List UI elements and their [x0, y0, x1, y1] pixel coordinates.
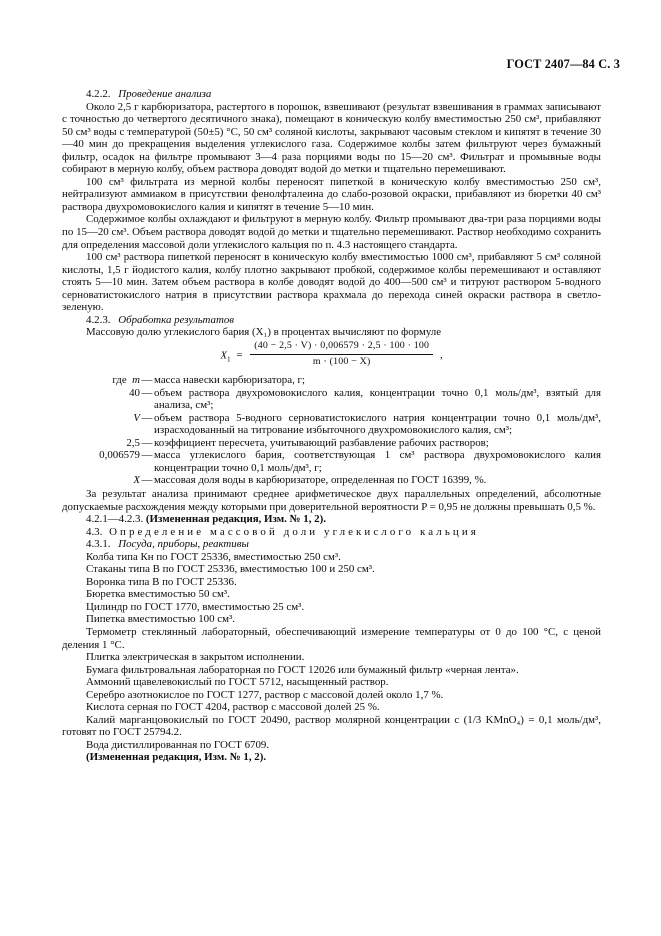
- equipment-item: Пипетка вместимостью 100 см³.: [86, 613, 235, 626]
- formula-intro: Массовую долю углекислого бария (X₁) в процентах вычисляют по формуле: [86, 326, 442, 339]
- definition-row: [62, 412, 601, 437]
- heading-4-2-2-title: Проведение анализа: [118, 88, 212, 100]
- heading-4-3-1: [62, 538, 601, 551]
- heading-4-3-title: Определение массовой доли углекислого кальция: [109, 525, 479, 538]
- heading-4-2-3-number: 4.2.3.: [86, 313, 111, 326]
- definition-dash: —: [141, 374, 153, 387]
- definition-row: [62, 374, 601, 387]
- equipment-item: Колба типа Кн по ГОСТ 25336, вместимостью 250 см³.: [86, 550, 341, 563]
- formula-lhs: X: [220, 349, 227, 362]
- result-paragraph: За результат анализа принимают среднее арифметическое двух параллельных определений, абсолютные допускаемые расхождения между которыми при доверительной вероятности P = 0,95 не должны превышать 0,5 %.: [62, 487, 601, 513]
- reagent-item: Аммоний щавелевокислый по ГОСТ 5712, насыщенный раствор.: [86, 676, 389, 689]
- heading-4-2-3: [62, 314, 601, 327]
- reagent-item: Плитка электрическая в закрытом исполнении.: [86, 651, 305, 664]
- definition-row: [62, 437, 601, 450]
- formula-expression: [220, 342, 442, 370]
- definition-term: 0,006579: [99, 449, 140, 462]
- formula-numerator: (40 − 2,5 · V) · 0,006579 · 2,5 · 100 · 100: [250, 340, 433, 355]
- formula-lhs-subscript: 1: [226, 355, 231, 364]
- formula-trailing-comma: ,: [439, 349, 443, 362]
- equipment-item: Бюретка вместимостью 50 см³.: [86, 588, 230, 601]
- definition-row: [62, 387, 601, 412]
- heading-4-2-2: [62, 88, 601, 101]
- definition-dash: —: [141, 449, 153, 462]
- paragraph-2: 100 см³ фильтрата из мерной колбы переносят пипеткой в коническую колбу вместимостью 250 см³, нейтрализуют аммиаком в присутствии фенолфталеина до слабо-розовой окраски, прибавляют из бюретки 40 см³ раствора двухромовокислого калия и кипятят в течение 5—10 мин.: [62, 175, 601, 213]
- heading-4-3-1-title: Посуда, приборы, реактивы: [118, 538, 249, 551]
- reagent-item: Серебро азотнокислое по ГОСТ 1277, раствор с массовой долей около 1,7 %.: [86, 688, 444, 701]
- definition-term: V: [133, 411, 140, 424]
- definition-dash: —: [141, 411, 153, 424]
- heading-4-2-3-title: Обработка результатов: [118, 313, 235, 326]
- revision-note-range: [62, 513, 601, 526]
- definition-description: масса углекислого бария, соответствующая 1 см³ раствора двухромовокислого калия концентрации точно 0,1 моль/дм³, г;: [154, 449, 601, 474]
- definition-description: объем раствора двухромовокислого калия, концентрации точно 0,1 моль/дм³, взятый для анализа, см³;: [154, 386, 601, 412]
- definition-dash: —: [141, 386, 153, 399]
- formula-fraction: [250, 340, 433, 368]
- definition-description: объем раствора 5-водного серноватистокислого натрия концентрации точно 0,1 моль/дм³, израсходованный на титрование избыточного двухромовокислого калия, см³;: [154, 411, 601, 437]
- definition-description: массовая доля воды в карбюризаторе, определенная по ГОСТ 16399, %.: [154, 474, 487, 487]
- definition-row: [62, 449, 601, 474]
- heading-4-3-1-number: 4.3.1.: [86, 538, 111, 551]
- reagent-item: Кислота серная по ГОСТ 4204, раствор с массовой долей 25 %.: [86, 701, 380, 714]
- definition-term: 40: [129, 386, 140, 399]
- definition-description: коэффициент пересчета, учитывающий разбавление рабочих растворов;: [154, 436, 489, 449]
- where-label: где m: [112, 374, 140, 387]
- heading-4-2-2-number: 4.2.2.: [86, 88, 111, 100]
- definition-term: 2,5: [126, 436, 140, 449]
- paragraph-1: Около 2,5 г карбюризатора, растертого в порошок, взвешивают (результат взвешивания в граммах записывают с точностью до четвертого десятичного знака), помещают в коническую колбу вместимостью 250 см³, прибавляют 50 см³ воды с температурой (50±5) °С, 50 см³ соляной кислоты, закрывают часовым стеклом и кипятят в течение 30—40 мин до прекращения выделения углекислого газа. Содержимое колбы затем фильтруют через бумажный фильтр, осадок на фильтре промывают 3—4 раза порциями воды по 15—20 см³. Фильтрат и промывные воды собирают в мерную колбу, объем раствора доводят водой до метки и тщательно перемешивают.: [62, 100, 601, 176]
- equipment-item: Цилиндр по ГОСТ 1770, вместимостью 25 см³.: [86, 600, 305, 613]
- definition-row: [62, 474, 601, 487]
- reagent-water: Вода дистиллированная по ГОСТ 6709.: [86, 738, 270, 751]
- formula-equals: =: [236, 349, 243, 362]
- revision-note-range-text: 4.2.1—4.2.3. (Измененная редакция, Изм. № 1, 2).: [86, 513, 326, 526]
- definition-description: масса навески карбюризатора, г;: [154, 374, 306, 387]
- document-body: [62, 88, 601, 764]
- page-header: ГОСТ 2407—84 С. 3: [506, 57, 620, 71]
- formula-block: [62, 342, 601, 370]
- formula-definition-list: [62, 374, 601, 487]
- equipment-item: Стаканы типа В по ГОСТ 25336, вместимостью 100 и 250 см³.: [86, 563, 375, 576]
- definition-dash: —: [141, 474, 153, 487]
- equipment-item: Воронка типа В по ГОСТ 25336.: [86, 575, 237, 588]
- revision-note-final: (Измененная редакция, Изм. № 1, 2).: [86, 751, 267, 764]
- definition-term: X: [133, 474, 140, 487]
- reagent-permanganate: Калий марганцовокислый по ГОСТ 20490, раствор молярной концентрации c (1/3 KMnO₄) = 0,1 моль/дм³, готовят по ГОСТ 25794.2.: [62, 713, 601, 739]
- paragraph-4: 100 см³ раствора пипеткой переносят в коническую колбу вместимостью 1000 см³, прибавляют 5 см³ соляной кислоты, 1,5 г йодистого калия, колбу плотно закрывают пробкой, содержимое колбы перемешивают и оставляют стоять 5—10 мин. Затем объем раствора в колбе доводят водой до 400—500 см³ и титруют раствором 5-водного серноватистокислого натрия в присутствии раствора крахмала до перехода синей окраски раствора в светло-зеленую.: [62, 251, 601, 314]
- heading-4-3: [62, 526, 601, 539]
- heading-4-3-number: 4.3.: [86, 525, 103, 538]
- reagent-item: Бумага фильтровальная лабораторная по ГОСТ 12026 или бумажный фильтр «черная лента».: [86, 663, 519, 676]
- definition-dash: —: [141, 436, 153, 449]
- paragraph-3: Содержимое колбы охлаждают и фильтруют в мерную колбу. Фильтр промывают два-три раза порциями воды по 15—20 см³. Объем раствора доводят водой до метки и тщательно перемешивают. Раствор необходимо сохранить для определения массовой доли углекислого кальция по п. 4.3 настоящего стандарта.: [62, 213, 601, 251]
- equipment-thermometer: Термометр стеклянный лабораторный, обеспечивающий измерение температуры от 0 до 100 °С, с ценой деления 1 °С.: [62, 625, 601, 651]
- formula-denominator: m · (100 − X): [312, 355, 371, 367]
